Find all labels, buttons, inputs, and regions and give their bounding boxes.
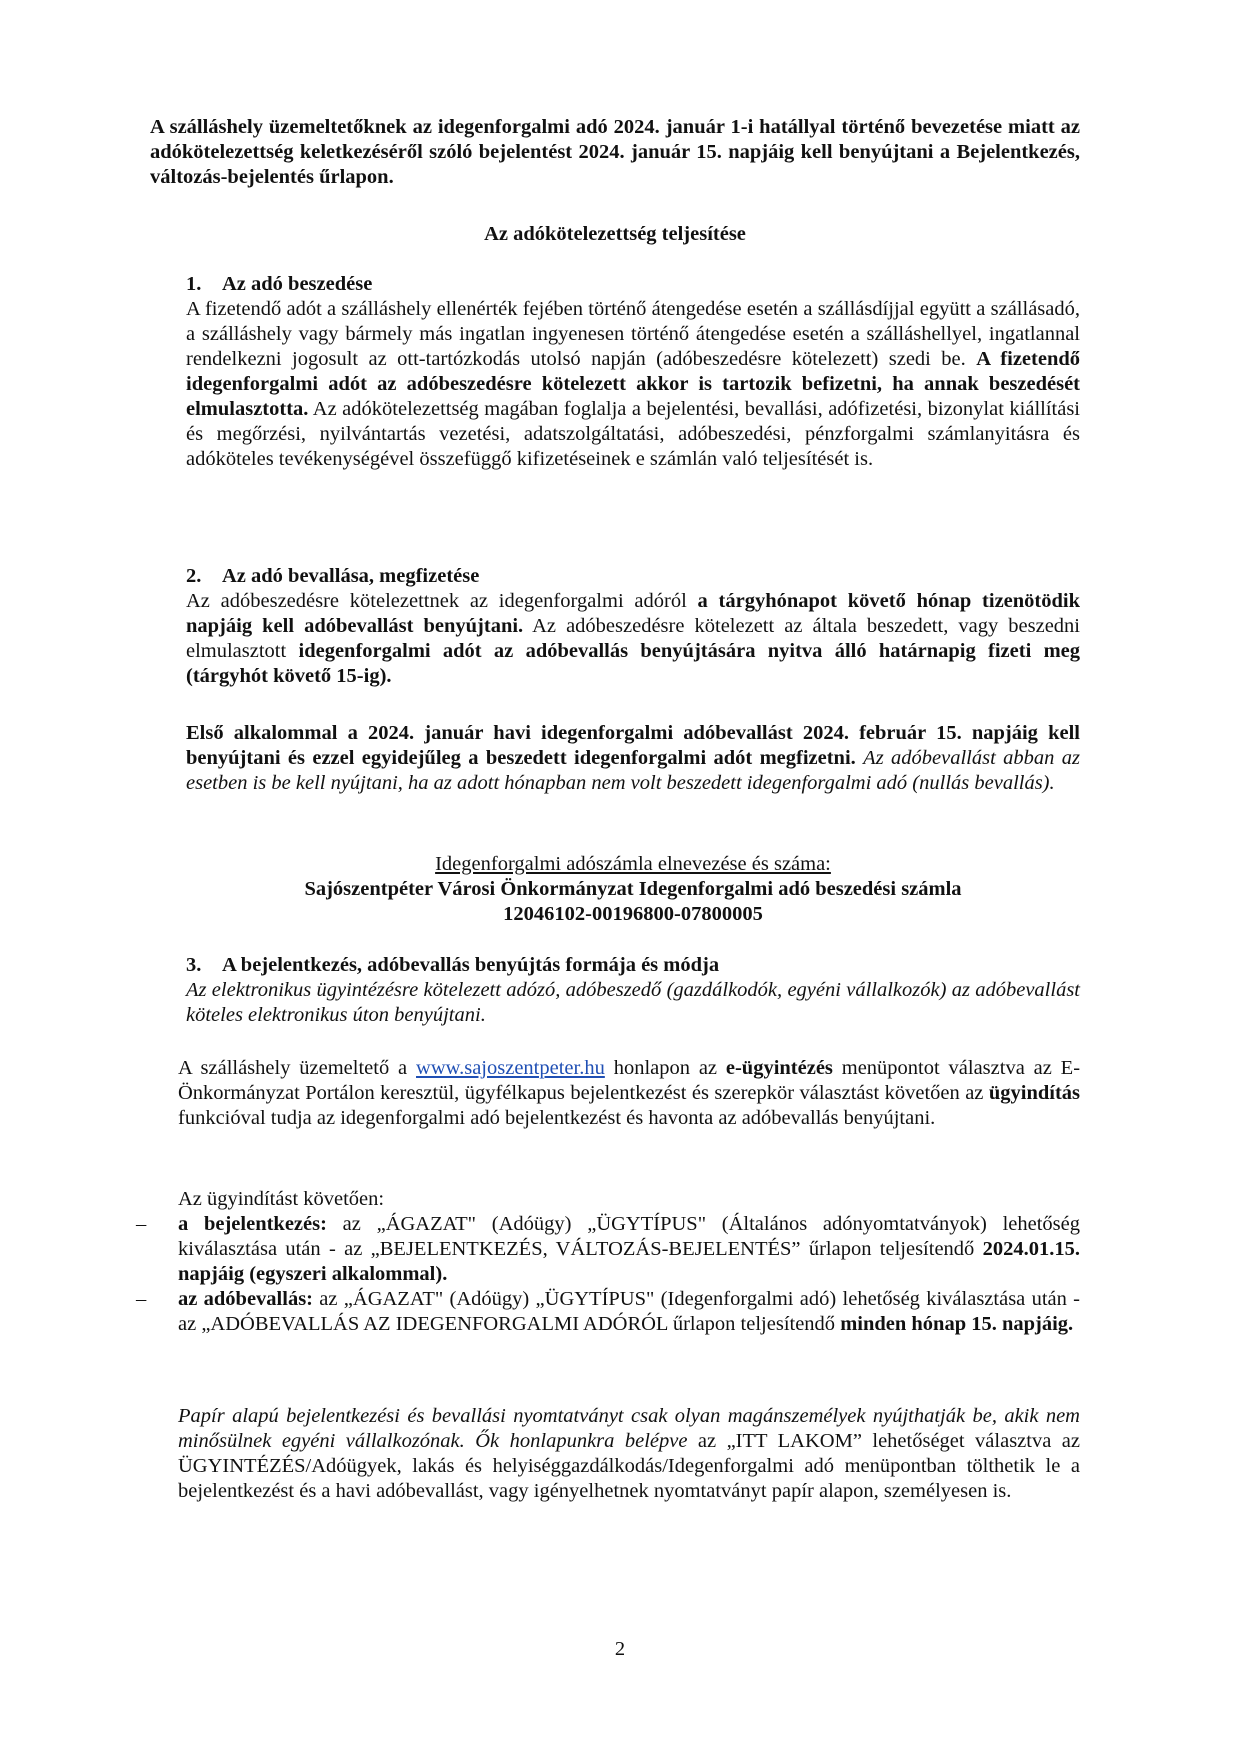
section-3-body: Az elektronikus ügyintézésre kötelezett adózó, adóbeszedő (gazdálkodók, egyéni vállalkozók) az adóbevallást köteles elektronikus úton benyújtani. [186, 979, 1080, 1026]
section-title: Az adókötelezettség teljesítése [484, 223, 746, 245]
section-3 [186, 953, 1080, 1028]
list-item: – az adóbevallás: az „ÁGAZAT" (Adóügy) „ÜGYTÍPUS" (Idegenforgalmi adó) lehetőség kiválasztása után - az „ADÓBEVALLÁS AZ IDEGENFORGALMI ADÓRÓL űrlapon teljesítendő minden hónap 15. napjáig. [136, 1288, 1080, 1335]
dash-list [136, 1212, 1081, 1337]
section-1-heading: 1. Az adó beszedése [186, 273, 373, 295]
after-intro: Az ügyindítást követően: [178, 1188, 385, 1210]
website-link[interactable]: www.sajoszentpeter.hu [416, 1057, 605, 1079]
section-2-body: Az adóbeszedésre kötelezettnek az idegenforgalmi adóról a tárgyhónapot követő hónap tizenötödik napjáig kell adóbevallást benyújtani. Az adóbeszedésre kötelezett az általa beszedett, vagy beszedni elmulasztott idegenforgalmi adót az adóbevallás benyújtására nyitva álló határnapig fizeti meg (tárgyhót követő 15-ig). [186, 590, 1081, 687]
section-1-body: A fizetendő adót a szálláshely ellenérték fejében történő átengedése esetén a szállásdíjjal együtt a szállásadó, a szálláshely vagy bármely más ingatlan ingyenesen történő átengedése esetén a szálláshellyel, ingatlannal rendelkezni jogosult az ott-tartózkodás utolsó napján (adóbeszedésre kötelezett) szedi be. A fizetendő idegenforgalmi adót az adóbeszedésre kötelezett akkor is tartozik befizetni, ha annak beszedését elmulasztotta. Az adókötelezettség magában foglalja a bejelentési, bevallási, adófizetési, bizonylat kiállítási és megőrzési, nyilvántartás vezetési, adatszolgáltatási, adóbeszedési, pénzforgalmi számlanyitásra és adóköteles tevékenységével összefüggő kifizetéseinek e számlán való teljesítését is. [186, 298, 1081, 470]
first-filing-paragraph: Első alkalommal a 2024. január havi idegenforgalmi adóbevallást 2024. február 15. napjáig kell benyújtani és ezzel egyidejűleg a beszedett idegenforgalmi adót megfizetni. Az adóbevallást abban az esetben is be kell nyújtani, ha az adott hónapban nem volt beszedett idegenforgalmi adó (nullás bevallás). [186, 722, 1081, 794]
portal-paragraph: A szálláshely üzemeltető a www.sajoszentpeter.hu honlapon az e-ügyintézés menüpontot választva az E-Önkormányzat Portálon keresztül, ügyfélkapus bejelentkezést és szerepkör választást követően az ügyindítás funkcióval tudja az idegenforgalmi adó bejelentkezést és havonta az adóbevallás benyújtani. [178, 1057, 1081, 1129]
account-label: Idegenforgalmi adószámla elnevezése és száma: [435, 853, 831, 875]
tax-account-block [186, 852, 1080, 927]
account-name: Sajószentpéter Városi Önkormányzat Idegenforgalmi adó beszedési számla [304, 878, 962, 900]
intro-paragraph: A szálláshely üzemeltetőknek az idegenforgalmi adó 2024. január 1-i hatállyal történő bevezetése miatt az adókötelezettség keletkezéséről szóló bejelentést 2024. január 15. napjáig kell benyújtani a Bejelentkezés, változás-bejelentés űrlapon. [150, 116, 1080, 188]
section-2 [186, 564, 1080, 689]
section-3-heading: 3. A bejelentkezés, adóbevallás benyújtás formája és módja [186, 954, 720, 976]
account-number: 12046102-00196800-07800005 [503, 903, 763, 925]
page-number: 2 [614, 1638, 626, 1660]
paper-paragraph: Papír alapú bejelentkezési és bevallási nyomtatványt csak olyan magánszemélyek nyújthatják be, akik nem minősülnek egyéni vállalkozónak. Ők honlapunkra belépve az „ITT LAKOM” lehetőséget választva az ÜGYINTÉZÉS/Adóügyek, lakás és helyiséggazdálkodás/Idegenforgalmi adó menüpontban tölthetik le a bejelentkezést és a havi adóbevallást, vagy igényelhetnek nyomtatványt papír alapon, személyesen is. [178, 1405, 1080, 1502]
section-1 [186, 272, 1080, 472]
list-item: – a bejelentkezés: az „ÁGAZAT" (Adóügy) „ÜGYTÍPUS" (Általános adónyomtatványok) lehetőség kiválasztása után - az „BEJELENTKEZÉS, VÁLTOZÁS-BEJELENTÉS” űrlapon teljesítendő 2024.01.15. napjáig (egyszeri alkalommal). [136, 1213, 1081, 1285]
section-2-heading: 2. Az adó bevallása, megfizetése [186, 565, 480, 587]
